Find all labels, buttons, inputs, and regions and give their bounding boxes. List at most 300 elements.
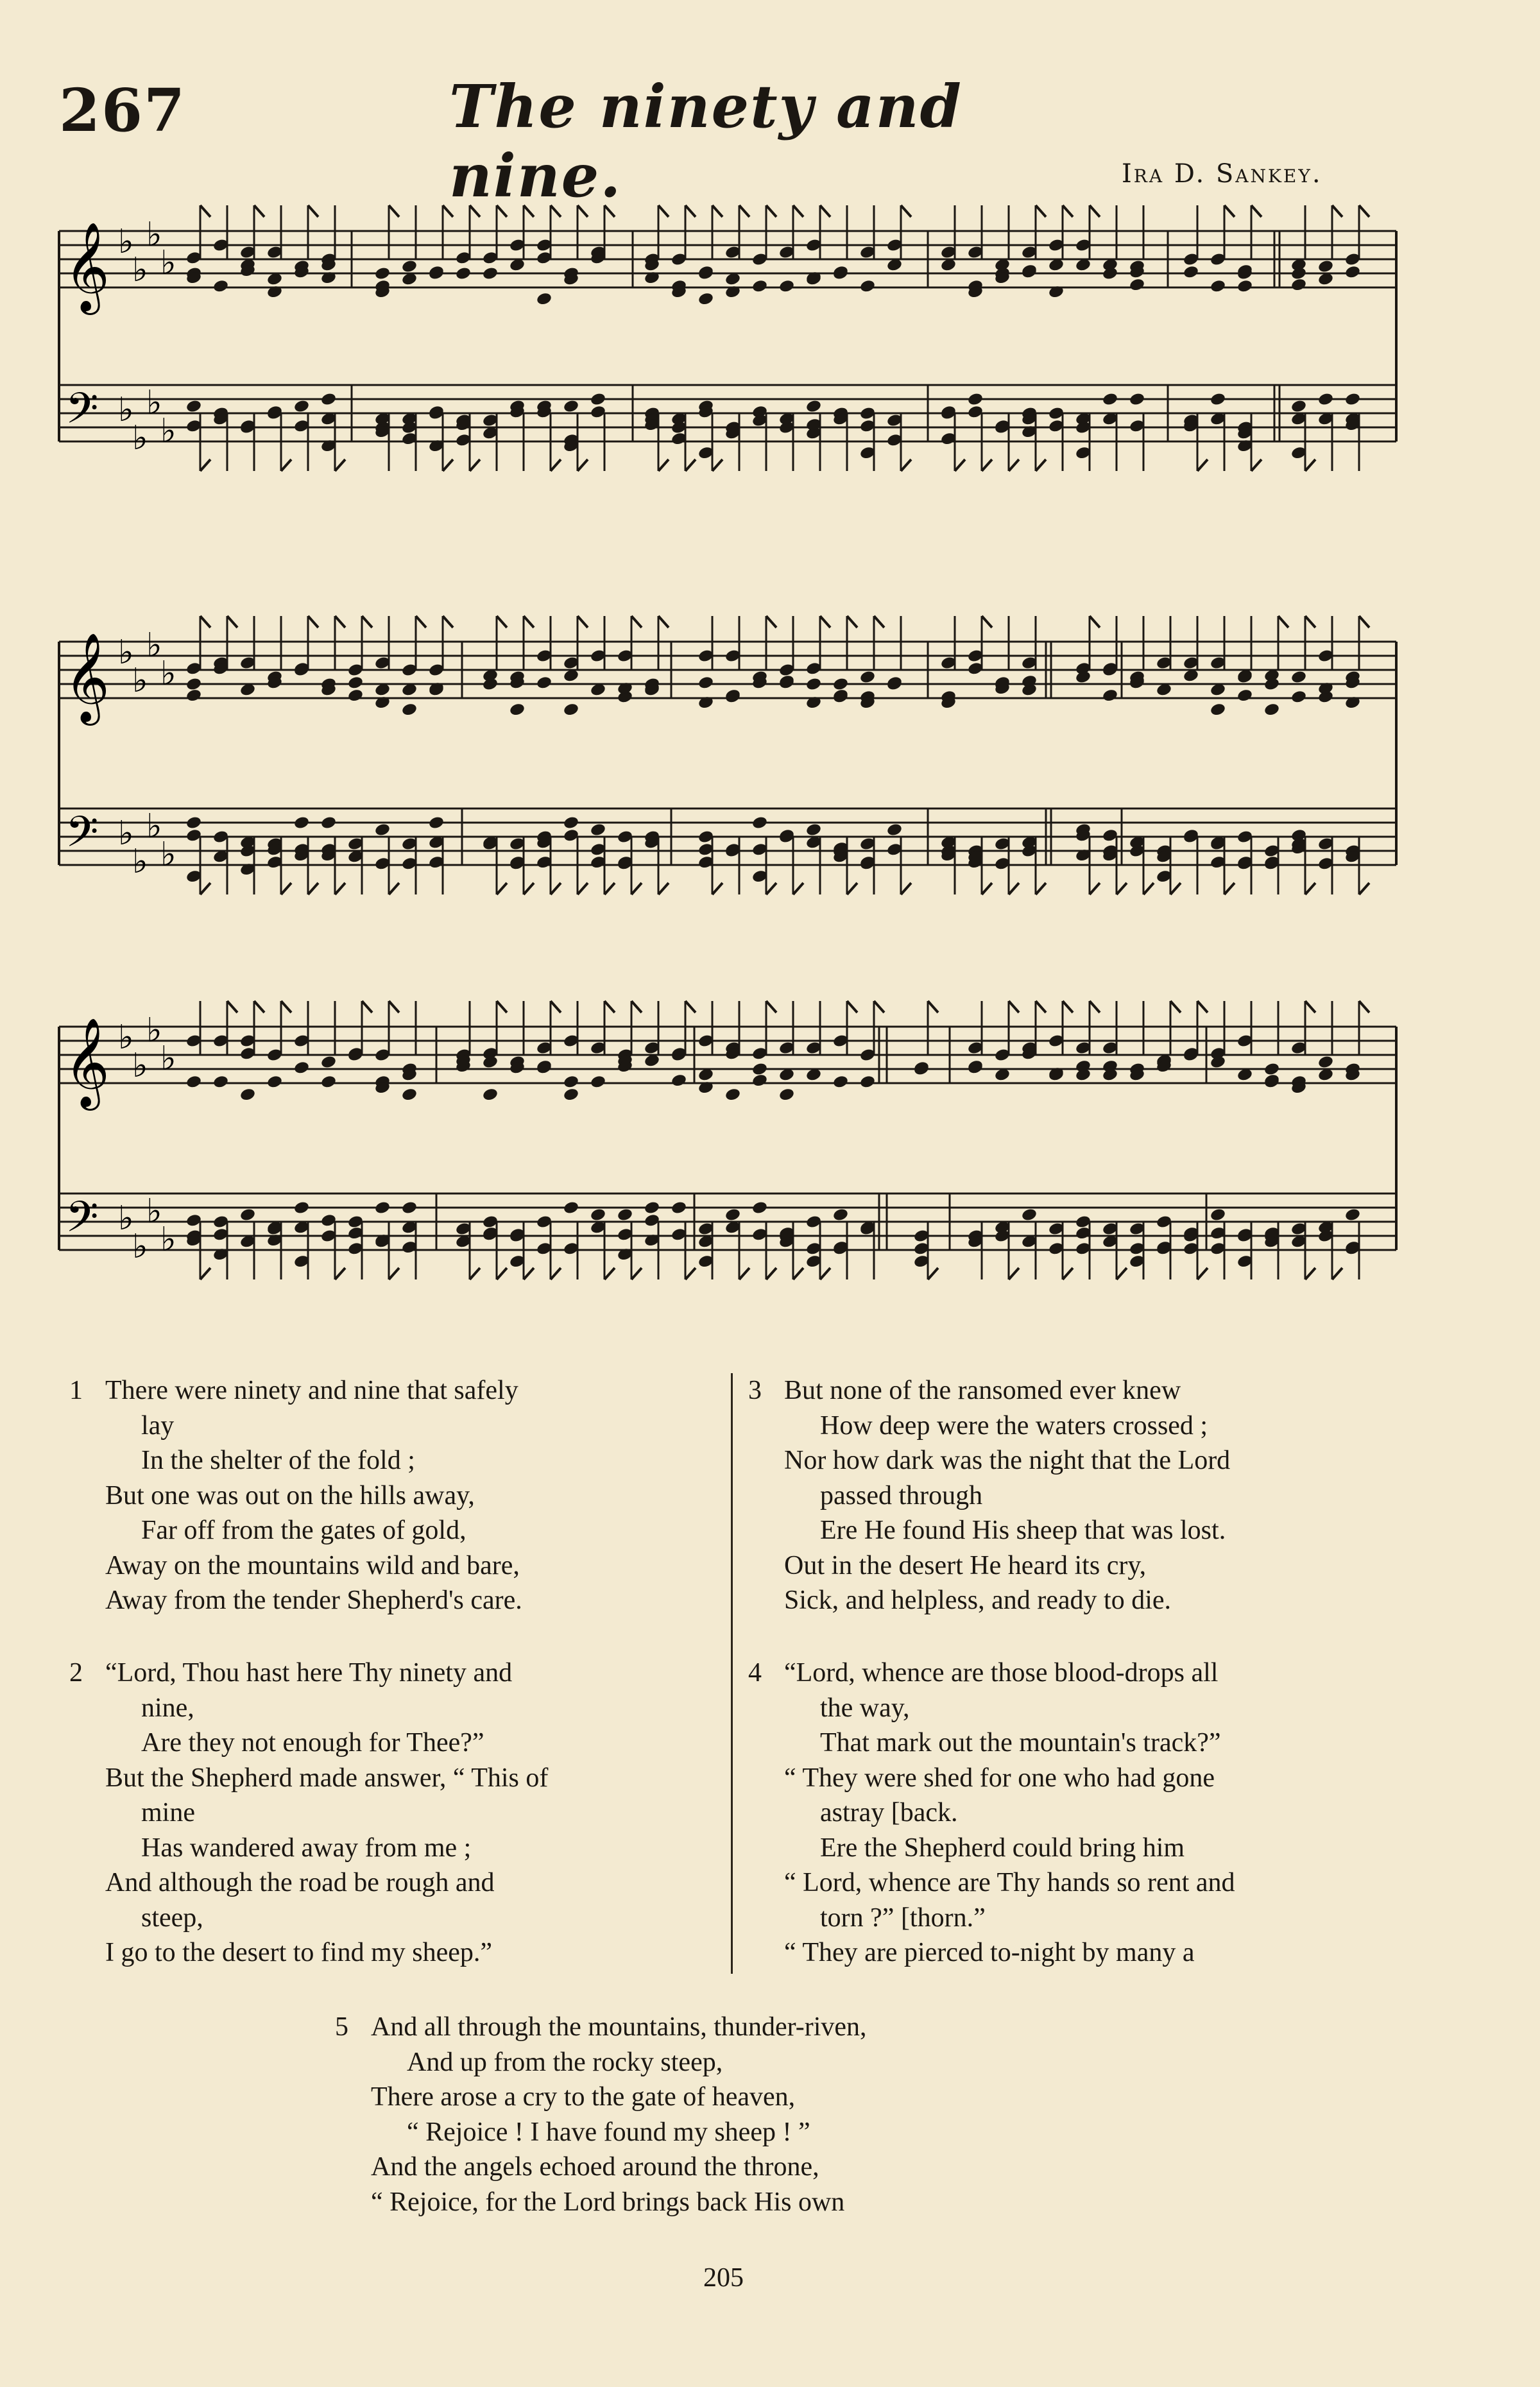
note-head [401, 259, 418, 274]
verse-1 [69, 1373, 715, 1618]
verse-line: But none of the ransomed ever knew [784, 1376, 1181, 1405]
note-flag [631, 616, 642, 628]
note-head [1129, 277, 1145, 292]
note-head [1317, 392, 1334, 407]
note-flag [389, 883, 399, 894]
note-head [967, 392, 984, 407]
flat-icon: ♭ [132, 1047, 148, 1085]
note-head [455, 266, 472, 281]
note-flag [604, 205, 615, 217]
note-head [185, 677, 202, 692]
note-flag [1009, 883, 1019, 894]
verse-line: Sick, and helpless, and ready to die. [784, 1586, 1172, 1615]
note-flag [604, 1268, 615, 1279]
grand-staff-2 [0, 603, 1540, 963]
note-head [590, 1208, 606, 1222]
note-flag [847, 883, 857, 894]
note-flag [1036, 1001, 1046, 1013]
note-flag [200, 459, 210, 471]
note-flag [1116, 883, 1127, 894]
note-head [697, 291, 714, 306]
note-flag [874, 1001, 884, 1013]
flat-icon: ♭ [160, 412, 176, 450]
treble-clef-icon: 𝄞 [64, 1018, 110, 1107]
verse-line: And the angels echoed around the throne, [371, 2152, 819, 2182]
note-flag [685, 1268, 696, 1279]
note-head [1317, 1055, 1334, 1070]
note-head [1290, 670, 1307, 685]
note-head [320, 1055, 337, 1070]
note-flag [766, 205, 776, 217]
note-flag [281, 459, 291, 471]
verse-3 [748, 1373, 1426, 1618]
music-system-3 [0, 988, 1540, 1348]
note-head [886, 823, 903, 837]
note-head [1210, 702, 1226, 717]
note-head [805, 823, 822, 837]
note-flag [1036, 205, 1046, 217]
note-head [832, 677, 849, 692]
note-flag [685, 459, 696, 471]
note-flag [497, 1268, 507, 1279]
verse-line: Far off from the gates of gold, [141, 1516, 466, 1545]
verse-number: 3 [748, 1376, 762, 1405]
note-flag [443, 616, 453, 628]
note-flag [416, 616, 426, 628]
verse-line: That mark out the mountain's track?” [820, 1728, 1221, 1758]
note-flag [335, 1268, 345, 1279]
note-head [374, 1201, 391, 1215]
note-flag [1359, 205, 1369, 217]
note-flag [1359, 1001, 1369, 1013]
note-head [428, 816, 445, 830]
verse-line: Out in the desert He heard its cry, [784, 1550, 1147, 1580]
note-flag [1197, 1268, 1208, 1279]
flat-icon: ♭ [160, 1040, 176, 1078]
note-flag [1170, 1001, 1181, 1013]
note-flag [389, 1268, 399, 1279]
note-head [185, 816, 202, 830]
column-divider [731, 1373, 733, 1974]
note-flag [1090, 616, 1100, 628]
note-head [239, 1208, 256, 1222]
flat-icon: ♭ [132, 251, 148, 289]
note-flag [254, 205, 264, 217]
note-head [1263, 702, 1280, 717]
flat-icon: ♭ [146, 1011, 162, 1050]
note-flag [982, 616, 992, 628]
note-flag [1224, 883, 1235, 894]
note-flag [766, 883, 776, 894]
grand-staff-3 [0, 988, 1540, 1348]
page-number: 205 [703, 2263, 744, 2293]
note-head [1236, 688, 1253, 703]
note-flag [766, 616, 776, 628]
note-flag [982, 459, 992, 471]
note-flag [604, 883, 615, 894]
verse-number: 5 [335, 2012, 348, 2042]
note-flag [1090, 883, 1100, 894]
note-head [1210, 1208, 1226, 1222]
note-flag [362, 616, 372, 628]
note-head [778, 279, 795, 294]
note-flag [1063, 1268, 1073, 1279]
flat-icon: ♭ [160, 244, 176, 282]
verse-line: passed through [820, 1480, 983, 1510]
verse-line: “ Rejoice, for the Lord brings back His own [371, 2187, 845, 2217]
note-flag [578, 205, 588, 217]
note-head [320, 816, 337, 830]
verse-line: “ They are pierced to-night by many a [784, 1938, 1195, 1967]
note-flag [631, 1001, 642, 1013]
flat-icon: ♭ [160, 654, 176, 693]
note-flag [1009, 1001, 1019, 1013]
verse-5 [335, 2010, 1141, 2220]
note-head [751, 1062, 768, 1077]
note-flag [1332, 205, 1342, 217]
note-flag [524, 1268, 534, 1279]
note-flag [1036, 883, 1046, 894]
note-flag [1305, 616, 1315, 628]
verse-number: 2 [69, 1658, 83, 1688]
note-flag [658, 205, 669, 217]
note-flag [578, 459, 588, 471]
note-flag [335, 883, 345, 894]
note-flag [739, 1268, 749, 1279]
note-flag [281, 883, 291, 894]
note-flag [227, 1001, 237, 1013]
note-head [590, 1075, 606, 1090]
verse-line: “Lord, Thou hast here Thy ninety and [105, 1658, 513, 1688]
note-flag [1197, 1001, 1208, 1013]
bass-clef-icon: 𝄢 [65, 384, 99, 443]
verse-line: Away on the mountains wild and bare, [105, 1550, 520, 1580]
note-flag [1305, 1001, 1315, 1013]
note-head [832, 1208, 849, 1222]
note-head [1021, 1208, 1038, 1222]
note-flag [308, 205, 318, 217]
note-head [617, 1208, 633, 1222]
note-head [1290, 277, 1307, 292]
flat-icon: ♭ [132, 1228, 148, 1266]
bass-clef-icon: 𝄢 [65, 807, 99, 867]
note-head [805, 399, 822, 414]
note-flag [820, 205, 830, 217]
note-flag [1170, 883, 1181, 894]
composer-credit: Ira D. Sankey. [1122, 159, 1322, 189]
note-flag [200, 883, 210, 894]
bass-clef-icon: 𝄢 [65, 1192, 99, 1252]
note-head [482, 266, 499, 281]
verse-line: And up from the rocky steep, [407, 2047, 723, 2077]
flat-icon: ♭ [146, 384, 162, 422]
flat-icon: ♭ [132, 662, 148, 700]
flat-icon: ♭ [118, 633, 134, 672]
note-flag [793, 883, 803, 894]
verse-line: nine, [141, 1693, 194, 1723]
verse-line: How deep were the waters crossed ; [820, 1410, 1208, 1441]
flat-icon: ♭ [118, 1199, 134, 1238]
note-flag [1278, 616, 1288, 628]
note-flag [793, 1268, 803, 1279]
note-flag [497, 883, 507, 894]
note-flag [901, 459, 911, 471]
note-head [293, 1201, 310, 1215]
note-flag [308, 616, 318, 628]
note-flag [281, 1001, 291, 1013]
note-head [563, 399, 579, 414]
verse-line: “ Lord, whence are Thy hands so rent and [784, 1868, 1235, 1897]
note-flag [1116, 1268, 1127, 1279]
note-head [671, 1201, 687, 1215]
note-flag [497, 616, 507, 628]
note-flag [1305, 459, 1315, 471]
flat-icon: ♭ [132, 843, 148, 881]
note-flag [901, 205, 911, 217]
note-flag [227, 616, 237, 628]
note-flag [254, 1001, 264, 1013]
verse-line: There were ninety and nine that safely [105, 1376, 518, 1405]
note-flag [928, 1268, 938, 1279]
note-flag [389, 205, 399, 217]
note-flag [551, 459, 561, 471]
note-flag [1224, 205, 1235, 217]
note-flag [1009, 1268, 1019, 1279]
verse-line: “Lord, whence are those blood-drops all [784, 1658, 1219, 1688]
note-flag [982, 883, 992, 894]
note-head [1317, 259, 1334, 274]
note-flag [497, 205, 507, 217]
note-flag [389, 1001, 399, 1013]
note-flag [443, 459, 453, 471]
treble-clef-icon: 𝄞 [64, 222, 110, 311]
note-head [320, 1075, 337, 1090]
verse-line: steep, [141, 1903, 203, 1933]
note-head [1210, 392, 1226, 407]
note-head [1290, 399, 1307, 414]
note-head [751, 816, 768, 830]
note-flag [524, 616, 534, 628]
note-flag [1036, 459, 1046, 471]
note-head [401, 1087, 418, 1102]
note-flag [847, 1001, 857, 1013]
verse-line: But one was out on the hills away, [105, 1480, 475, 1510]
verse-line: “ Rejoice ! I have found my sheep ! ” [407, 2117, 810, 2147]
verse-line: I go to the desert to find my sheep.” [105, 1938, 493, 1967]
note-head [266, 1075, 283, 1090]
note-flag [658, 616, 669, 628]
verse-line: Ere the Shepherd could bring him [820, 1833, 1185, 1863]
note-head [212, 1075, 229, 1090]
note-head [563, 1075, 579, 1090]
note-head [536, 676, 552, 690]
note-flag [497, 1001, 507, 1013]
flat-icon: ♭ [146, 216, 162, 254]
verse-4 [748, 1656, 1426, 1971]
flat-icon: ♭ [146, 807, 162, 846]
note-flag [712, 459, 723, 471]
flat-icon: ♭ [146, 626, 162, 665]
note-head [590, 392, 606, 407]
note-flag [443, 205, 453, 217]
note-flag [200, 205, 210, 217]
note-head [805, 677, 822, 692]
note-head [751, 1201, 768, 1215]
note-flag [712, 883, 723, 894]
note-head [185, 1075, 202, 1090]
note-head [1344, 1208, 1361, 1222]
note-flag [524, 883, 534, 894]
verse-line: astray [back. [820, 1798, 958, 1827]
note-head [374, 823, 391, 837]
note-flag [200, 616, 210, 628]
note-head [724, 1087, 741, 1102]
note-head [563, 816, 579, 830]
note-flag [470, 205, 480, 217]
note-flag [551, 1001, 561, 1013]
note-flag [1251, 205, 1262, 217]
note-flag [793, 205, 803, 217]
note-flag [200, 1268, 210, 1279]
note-head [347, 676, 364, 690]
note-head [239, 1087, 256, 1102]
note-flag [1332, 1268, 1342, 1279]
note-flag [847, 616, 857, 628]
note-flag [766, 1268, 776, 1279]
verse-line: lay [141, 1410, 175, 1441]
verse-line: And all through the mountains, thunder-riven, [371, 2012, 867, 2042]
note-head [859, 279, 876, 294]
note-head [563, 1087, 579, 1102]
note-flag [578, 883, 588, 894]
hymn-title: The ninety and nine. [449, 72, 963, 210]
music-system-2 [0, 603, 1540, 963]
note-head [1263, 1062, 1280, 1077]
verse-line: “ They were shed for one who had gone [784, 1763, 1215, 1793]
note-head [374, 266, 391, 281]
note-head [778, 1087, 795, 1102]
note-flag [1305, 883, 1315, 894]
note-flag [874, 616, 884, 628]
note-flag [739, 205, 749, 217]
note-head [724, 1208, 741, 1222]
note-head [563, 702, 579, 717]
note-flag [362, 1001, 372, 1013]
flat-icon: ♭ [118, 814, 134, 853]
note-flag [335, 616, 345, 628]
verse-line: But the Shepherd made answer, “ This of [105, 1763, 549, 1793]
note-head [293, 1061, 310, 1075]
grand-staff-1 [0, 193, 1540, 526]
verse-line: the way, [820, 1693, 910, 1723]
note-head [1102, 392, 1118, 407]
flat-icon: ♭ [132, 419, 148, 458]
verse-line: And although the road be rough and [105, 1868, 495, 1897]
note-head [1344, 392, 1361, 407]
note-flag [631, 1268, 642, 1279]
verse-number: 4 [748, 1658, 762, 1688]
note-flag [820, 1268, 830, 1279]
note-flag [1009, 459, 1019, 471]
verse-line: Are they not enough for Thee?” [141, 1728, 484, 1758]
flat-icon: ♭ [160, 835, 176, 874]
treble-clef-icon: 𝄞 [64, 633, 110, 722]
note-head [185, 688, 202, 703]
note-head [590, 823, 606, 837]
note-head [1344, 265, 1361, 280]
note-head [293, 399, 310, 414]
note-flag [1251, 459, 1262, 471]
note-head [671, 1073, 687, 1088]
hymn-number: 267 [59, 76, 187, 145]
note-flag [1090, 205, 1100, 217]
note-flag [1305, 1268, 1315, 1279]
note-head [1183, 265, 1199, 280]
flat-icon: ♭ [118, 223, 134, 261]
flat-icon: ♭ [160, 1220, 176, 1259]
verse-line: mine [141, 1798, 195, 1827]
verse-line: There arose a cry to the gate of heaven, [371, 2082, 796, 2112]
note-flag [658, 459, 669, 471]
note-flag [551, 883, 561, 894]
note-head [832, 1075, 849, 1090]
note-flag [524, 205, 534, 217]
note-head [401, 1201, 418, 1215]
verse-2 [69, 1656, 715, 1971]
note-head [536, 291, 552, 306]
note-flag [712, 205, 723, 217]
note-flag [1090, 1001, 1100, 1013]
verse-line: Ere He found His sheep that was lost. [820, 1516, 1226, 1545]
note-head [859, 670, 876, 685]
note-head [697, 676, 714, 690]
verse-line: Nor how dark was the night that the Lord [784, 1446, 1231, 1475]
note-head [1290, 690, 1307, 705]
note-flag [955, 459, 965, 471]
note-head [293, 816, 310, 830]
note-flag [551, 1268, 561, 1279]
verse-line: In the shelter of the fold ; [141, 1446, 415, 1475]
music-system-1 [0, 193, 1540, 526]
flat-icon: ♭ [118, 1018, 134, 1057]
note-head [1236, 279, 1253, 294]
note-head [1129, 392, 1145, 407]
note-flag [308, 883, 318, 894]
note-flag [901, 883, 911, 894]
note-flag [578, 616, 588, 628]
note-head [563, 1201, 579, 1215]
note-head [185, 399, 202, 414]
flat-icon: ♭ [118, 391, 134, 429]
note-head [482, 1087, 499, 1102]
note-flag [685, 205, 696, 217]
note-flag [766, 1001, 776, 1013]
note-flag [685, 1001, 696, 1013]
note-head [644, 1201, 660, 1215]
note-head [212, 279, 229, 294]
verse-line: Away from the tender Shepherd's care. [105, 1586, 522, 1615]
note-flag [604, 1001, 615, 1013]
verse-line: Has wandered away from me ; [141, 1833, 472, 1863]
note-head [401, 702, 418, 717]
note-flag [1359, 883, 1369, 894]
note-flag [1197, 459, 1208, 471]
note-head [1210, 279, 1226, 294]
note-flag [820, 616, 830, 628]
note-flag [335, 459, 345, 471]
verse-line: torn ?” [thorn.” [820, 1903, 986, 1933]
note-head [751, 279, 768, 294]
